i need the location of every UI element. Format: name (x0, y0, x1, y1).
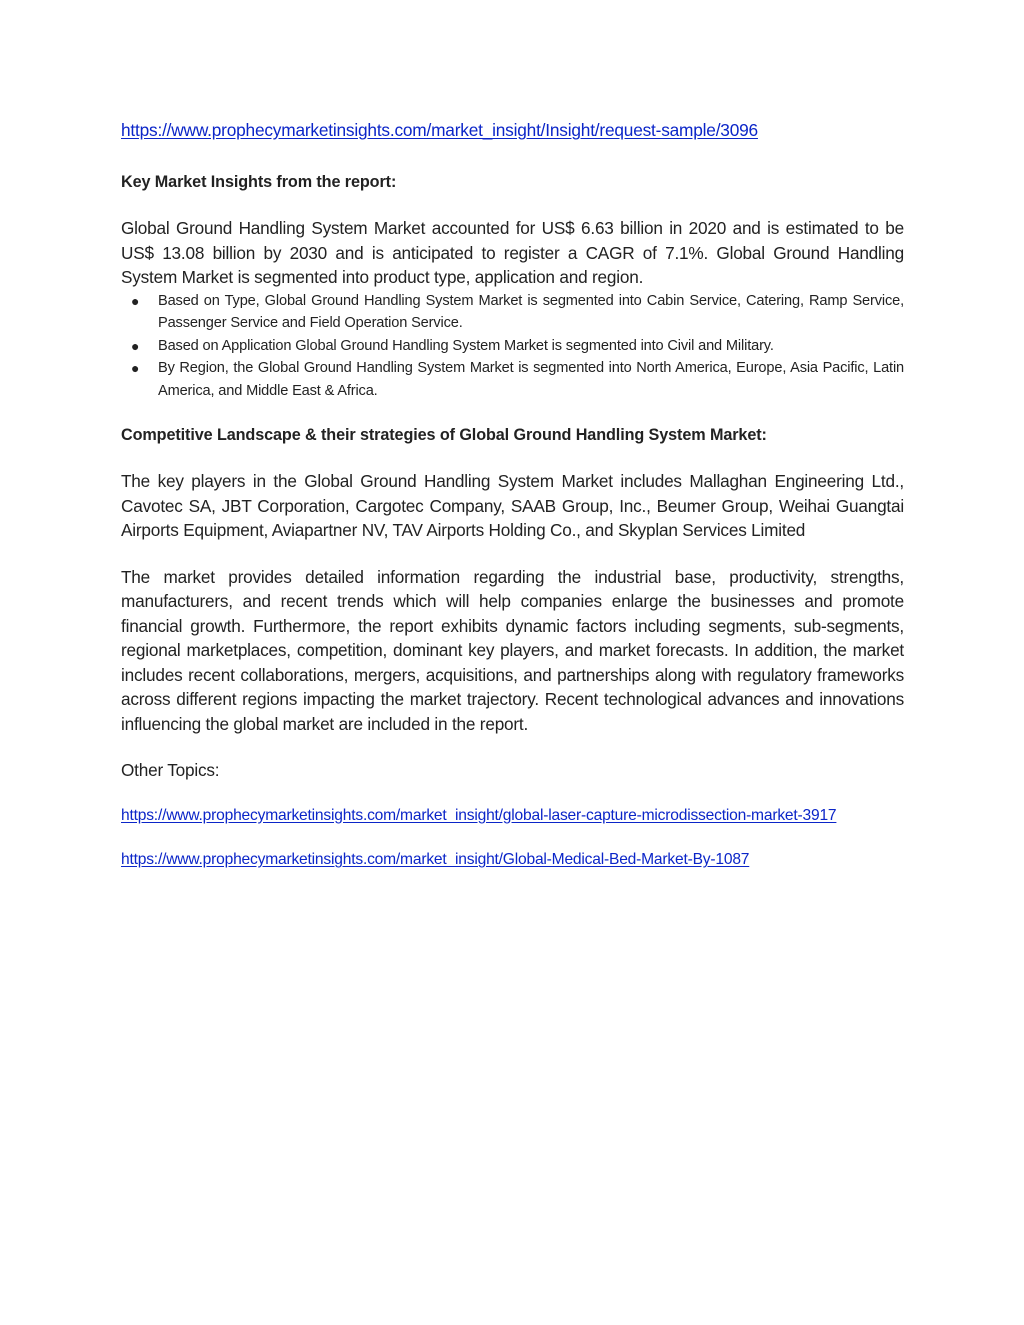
list-item-text: By Region, the Global Ground Handling System Market is segmented into North America, Europe, Asia Pacific, Latin America, and Middle East & Africa. (158, 360, 904, 399)
bullet-icon: ● (131, 337, 140, 354)
competitive-landscape-heading: Competitive Landscape & their strategies of Global Ground Handling System Market: (121, 426, 767, 444)
key-insights-heading: Key Market Insights from the report: (121, 173, 397, 191)
list-item (121, 335, 904, 358)
segmentation-list (121, 290, 904, 403)
bullet-icon: ● (131, 292, 140, 309)
bullet-icon: ● (131, 360, 140, 376)
request-sample-link[interactable]: https://www.prophecymarketinsights.com/market_insight/Insight/request-sample/3096 (121, 120, 758, 140)
intro-paragraph: Global Ground Handling System Market accounted for US$ 6.63 billion in 2020 and is estimated to be US$ 13.08 billion by 2030 and is anticipated to register a CAGR of 7.1%. Global Ground Handling System Market is segmented into product type, application and region. (121, 218, 904, 287)
other-topics-label: Other Topics: (121, 760, 220, 780)
medical-bed-market-link[interactable]: https://www.prophecymarketinsights.com/market_insight/Global-Medical-Bed-Market-By-1087 (121, 851, 750, 868)
market-info-paragraph: The market provides detailed information regarding the industrial base, productivity, strengths, manufacturers, and recent trends which will help companies enlarge the businesses and promote financial growth. Furthermore, the report exhibits dynamic factors including segments, sub-segments, regional marketplaces, competition, dominant key players, and market forecasts. In addition, the market includes recent collaborations, mergers, acquisitions, and partnerships along with regulatory frameworks across different regions impacting the market trajectory. Recent technological advances and innovations influencing the global market are included in the report. (121, 566, 904, 734)
list-item (121, 357, 904, 402)
document-page (121, 118, 904, 872)
list-item (121, 290, 904, 335)
list-item-text: Based on Application Global Ground Handling System Market is segmented into Civil and Military. (158, 337, 774, 354)
key-players-paragraph: The key players in the Global Ground Handling System Market includes Mallaghan Engineering Ltd., Cavotec SA, JBT Corporation, Cargotec Company, SAAB Group, Inc., Beumer Group, Weihai Guangtai Airports Equipment, Aviapartner NV, TAV Airports Holding Co., and Skyplan Services Limited (121, 471, 904, 540)
list-item-text: Based on Type, Global Ground Handling System Market is segmented into Cabin Service, Catering, Ramp Service, Passenger Service and Field Operation Service. (158, 292, 904, 331)
laser-capture-microdissection-link[interactable]: https://www.prophecymarketinsights.com/market_insight/global-laser-capture-microdissection-market-3917 (121, 806, 837, 824)
